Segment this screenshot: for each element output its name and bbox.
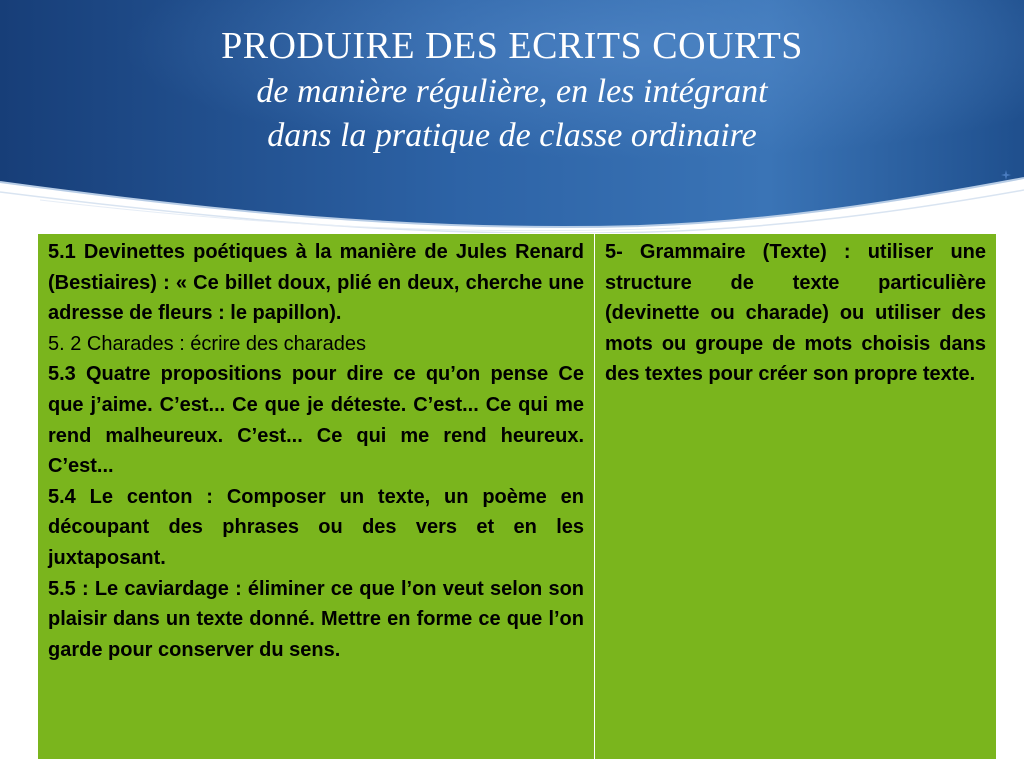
paragraph-charades: 5. 2 Charades : écrire des charades [48,332,366,355]
paragraph-propositions: 5.3 Quatre propositions pour dire ce qu’on pense Ce que j’aime. C’est... Ce que je déteste. C’est... Ce qui me rend malheureux. C’est... Ce qui me rend heureux. C’est... [48,363,584,478]
star-bullet-icon [1001,170,1011,180]
paragraph-grammaire: 5- Grammaire (Texte) : utiliser une structure de texte particulière (devinette ou charade) ou utiliser des mots ou groupe de mots choisis dans des textes pour créer son propre texte. [605,241,986,386]
left-cell [38,234,595,760]
slide-subtitle-line-1: de manière régulière, en les intégrant [256,73,768,110]
table-row [38,234,997,760]
right-cell [595,234,997,760]
slide-header [0,22,1024,158]
slide-title: PRODUIRE DES ECRITS COURTS [221,25,803,67]
paragraph-devinettes: 5.1 Devinettes poétiques à la manière de Jules Renard (Bestiaires) : « Ce billet doux, plié en deux, cherche une adresse de fleurs : le papillon). [48,241,584,325]
paragraph-caviardage: 5.5 : Le caviardage : éliminer ce que l’on veut selon son plaisir dans un texte donné. Mettre en forme ce que l’on garde pour conserver du sens. [48,577,584,661]
paragraph-centon: 5.4 Le centon : Composer un texte, un poème en découpant des phrases ou des vers et en les juxtaposant. [48,485,584,569]
content-table [37,233,997,760]
slide-subtitle-line-2: dans la pratique de classe ordinaire [267,117,757,154]
